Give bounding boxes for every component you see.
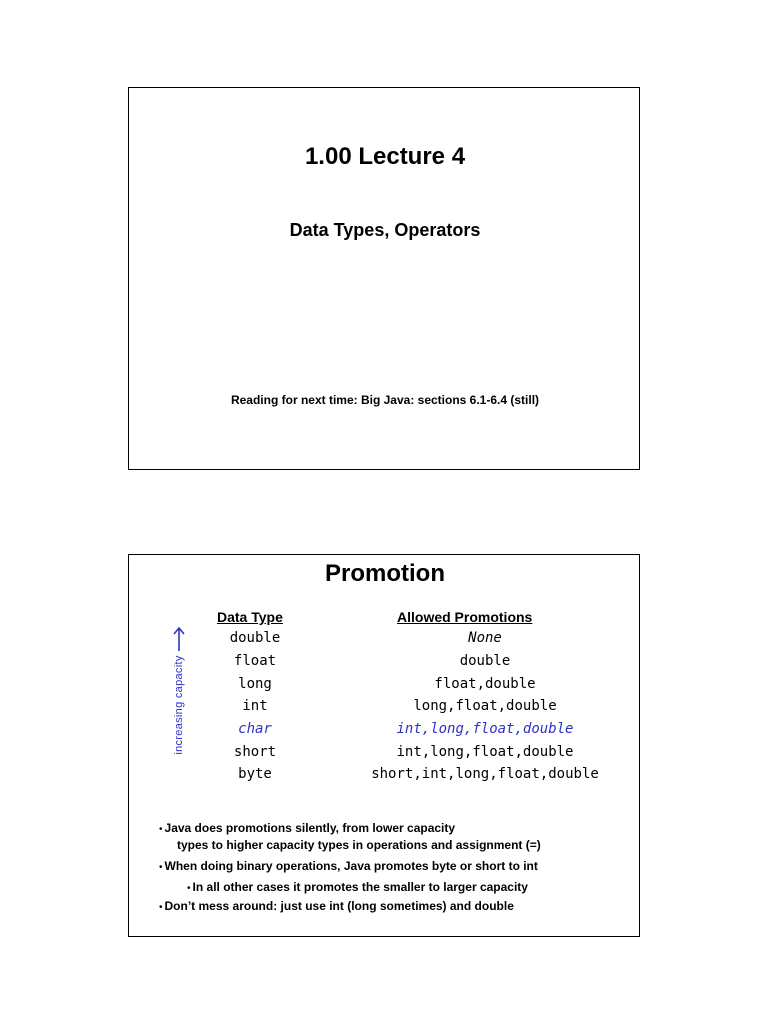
bullet-3 (159, 899, 514, 913)
row-promotions-byte: short,int,long,float,double (371, 766, 599, 782)
reading-note: Reading for next time: Big Java: sections 6.1-6.4 (still) (230, 393, 540, 407)
bullet-3-text: Don’t mess around: just use int (long sometimes) and double (164, 899, 514, 913)
row-type-long: long (238, 676, 272, 692)
row-promotions-short: int,long,float,double (396, 744, 574, 760)
slide-2 (128, 554, 640, 937)
row-promotions-long: float,double (434, 676, 536, 692)
row-promotions-char: int,long,float,double (396, 721, 574, 737)
bullet-marker: • (187, 883, 191, 894)
bullet-1-text: Java does promotions silently, from lower capacity (164, 821, 456, 835)
capacity-axis (170, 630, 188, 780)
bullet-marker: • (159, 862, 163, 873)
row-type-float: float (233, 653, 277, 669)
bullet-2-text: When doing binary operations, Java promotes byte or short to int (164, 859, 538, 873)
row-type-double: double (229, 630, 281, 646)
row-type-char: char (238, 721, 272, 737)
lecture-subtitle: Data Types, Operators (289, 220, 481, 240)
bullet-1 (159, 821, 455, 835)
row-promotions-int: long,float,double (413, 698, 557, 714)
capacity-axis-label: increasing capacity (173, 655, 185, 755)
bullet-2 (159, 859, 538, 873)
slide-1 (128, 87, 640, 470)
sub-bullet-1 (187, 880, 528, 894)
row-type-byte: byte (238, 766, 272, 782)
sub-bullet-1-text: In all other cases it promotes the smaller to larger capacity (192, 880, 528, 894)
column-header-allowed-promotions: Allowed Promotions (397, 609, 533, 625)
row-type-int: int (242, 698, 268, 714)
bullet-marker: • (159, 902, 163, 913)
promotion-title: Promotion (325, 560, 445, 587)
bullet-marker: • (159, 824, 163, 835)
column-header-data-type: Data Type (217, 609, 283, 625)
bullet-1-continued: types to higher capacity types in operations and assignment (=) (177, 838, 541, 852)
row-type-short: short (233, 744, 277, 760)
lecture-title: 1.00 Lecture 4 (304, 143, 466, 170)
row-promotions-float: double (459, 653, 511, 669)
row-promotions-double: None (468, 630, 502, 646)
